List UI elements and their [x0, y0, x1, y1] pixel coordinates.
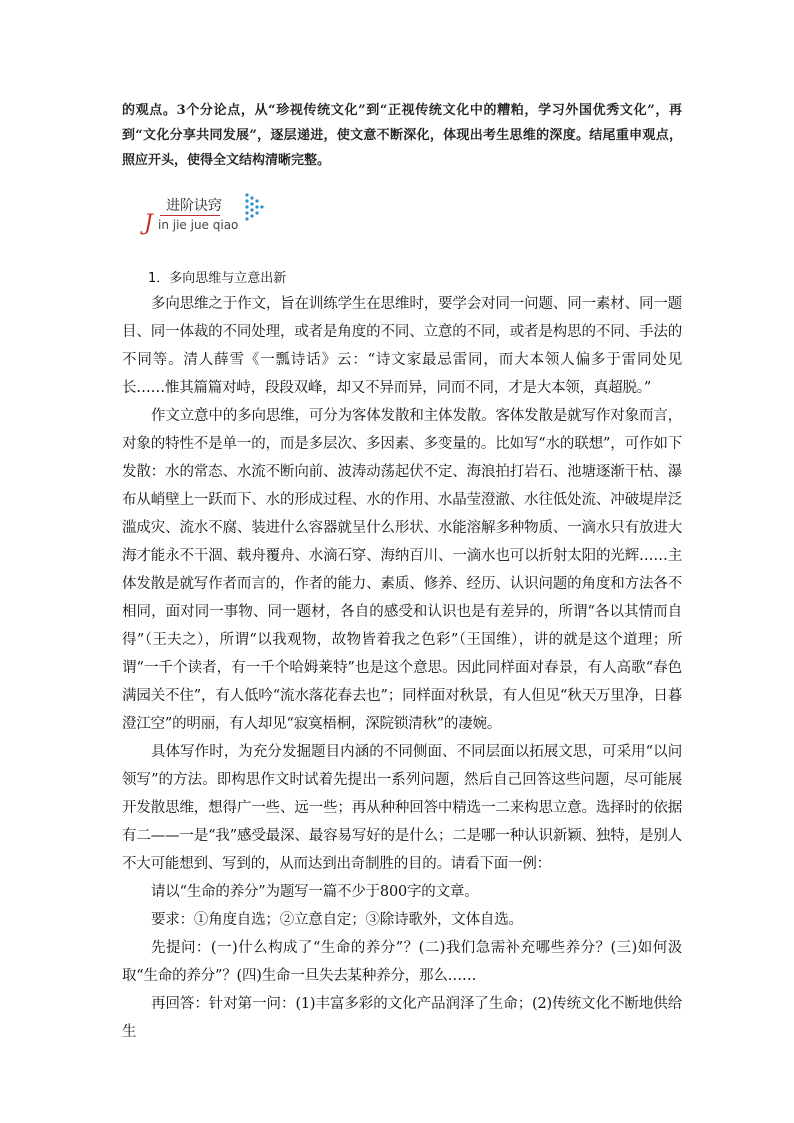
body-paragraph: 先提问：(一)什么构成了“生命的养分”？(二)我们急需补充哪些养分？(三)如何汲取“生命的养分”？(四)生命一旦失去某种养分，那么……	[122, 940, 682, 984]
banner-title: 进阶诀窍	[166, 198, 222, 214]
banner-initial: J	[144, 211, 153, 236]
body-paragraph: 多向思维之于作文，旨在训练学生在思维时，要学会对同一问题、同一素材、同一题目、同一体裁的不同处理，或者是角度的不同、立意的不同，或者是构思的不同、手法的不同等。清人薛雪《一瓢诗话》云：“诗文家最忌雷同，而大本领人偏多于雷同处见长……惟其篇篇对峙，段段双峰，却又不异而异，同而不同，才是大本领，真超脱。”	[122, 296, 682, 396]
intro-paragraph: 的观点。3个分论点，从“珍视传统文化”到“正视传统文化中的糟粕，学习外国优秀文化”，再到“文化分享共同发展”，逐层递进，使文意不断深化，体现出考生思维的深度。结尾重申观点，照应开头，使得全文结构清晰完整。	[122, 103, 682, 168]
banner-pinyin: in jie jue qiao	[158, 218, 239, 232]
body-paragraph: 再回答：针对第一问：(1)丰富多彩的文化产品润泽了生命；(2)传统文化不断地供给生	[122, 996, 682, 1040]
body-paragraph: 要求：①角度自选；②立意自定；③除诗歌外，文体自选。	[151, 912, 523, 928]
document-page	[122, 98, 682, 1046]
body-paragraph: 请以“生命的养分”为题写一篇不少于800字的文章。	[151, 884, 479, 900]
section-heading: 1．多向思维与立意出新	[148, 271, 287, 286]
section-banner	[122, 189, 682, 247]
banner-underline	[160, 215, 220, 216]
body-paragraph: 作文立意中的多向思维，可分为客体发散和主体发散。客体发散是就写作对象而言，对象的特性不是单一的，而是多层次、多因素、多变量的。比如写“水的联想”，可作如下发散：水的常态、水流不断向前、波涛动荡起伏不定、海浪拍打岩石、池塘逐渐干枯、瀑布从峭壁上一跃而下、水的形成过程、水的作用、水晶莹澄澈、水往低处流、冲破堤岸泛滥成灾、流水不腐、装进什么容器就呈什么形状、水能溶解多种物质、一滴水只有放进大海才能永不干涸、载舟覆舟、水滴石穿、海纳百川、一滴水也可以折射太阳的光辉……主体发散是就写作者而言的，作者的能力、素质、修养、经历、认识问题的角度和方法各不相同，面对同一事物、同一题材，各自的感受和认识也是有差异的，所谓“各以其情而自得”（王夫之），所谓“以我观物，故物皆着我之色彩”（王国维），讲的就是这个道理；所谓“一千个读者，有一千个哈姆莱特”也是这个意思。因此同样面对春景，有人高歌“春色满园关不住”，有人低吟“流水落花春去也”；同样面对秋景，有人但见“秋天万里净，日暮澄江空”的明丽，有人却见“寂寞梧桐，深院锁清秋”的凄婉。	[122, 408, 682, 732]
arrow-dots-icon	[244, 192, 264, 222]
body-paragraph: 具体写作时，为充分发掘题目内涵的不同侧面、不同层面以拓展文思，可采用“以问领写”的方法。即构思作文时试着先提出一系列问题，然后自己回答这些问题，尽可能展开发散思维，想得广一些、远一些；再从种种回答中精选一二来构思立意。选择时的依据有二——一是“我”感受最深、最容易写好的是什么；二是哪一种认识新颖、独特，是别人不大可能想到、写到的，从而达到出奇制胜的目的。请看下面一例：	[122, 744, 682, 872]
